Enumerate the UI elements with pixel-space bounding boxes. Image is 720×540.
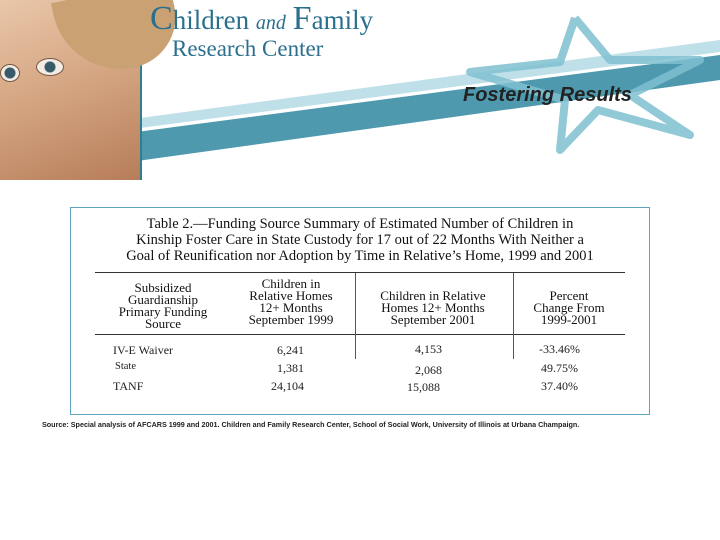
cell-percent: 37.40% <box>541 379 578 393</box>
cell-2001: 4,153 <box>415 342 442 356</box>
child-photo <box>0 0 142 180</box>
table-title: Table 2.—Funding Source Summary of Estimated Number of Children in Kinship Foster Care in State Custody for 17 out of 22 Months With Neither a Goal of Reunification nor Adoption by Time in Relative’s Home, 1999 and 2001 <box>126 216 594 264</box>
cell-1999: 6,241 <box>277 343 304 357</box>
cell-2001: 2,068 <box>415 363 442 377</box>
cell-percent: -33.46% <box>539 342 580 356</box>
column-header-2001: Children in Relative Homes 12+ Months September 2001 <box>380 288 486 327</box>
column-header-funding-source: Subsidized Guardianship Primary Funding Source <box>118 280 208 331</box>
table-divider <box>355 273 356 359</box>
cell-2001: 15,088 <box>407 380 440 394</box>
source-note: Source: Special analysis of AFCARS 1999 and 2001. Children and Family Research Center, School of Social Work, University of Illinois at Urbana Champaign. <box>42 420 580 429</box>
funding-table <box>70 207 650 415</box>
table-rule-mid <box>95 334 625 335</box>
table-divider <box>513 273 514 359</box>
organization-logo: Children and Family Research Center <box>150 0 374 61</box>
cell-1999: 24,104 <box>271 379 304 393</box>
row-label: State <box>115 361 136 372</box>
tagline: Fostering Results <box>463 84 632 106</box>
cell-percent: 49.75% <box>541 361 578 375</box>
table-rule-top <box>95 272 625 273</box>
column-header-1999: Children in Relative Homes 12+ Months September 1999 <box>248 276 334 327</box>
row-label: TANF <box>113 379 144 393</box>
row-label: IV-E Waiver <box>113 343 174 357</box>
cell-1999: 1,381 <box>277 361 304 375</box>
column-header-percent-change: Percent Change From 1999-2001 <box>533 288 605 327</box>
header-banner <box>0 0 720 180</box>
